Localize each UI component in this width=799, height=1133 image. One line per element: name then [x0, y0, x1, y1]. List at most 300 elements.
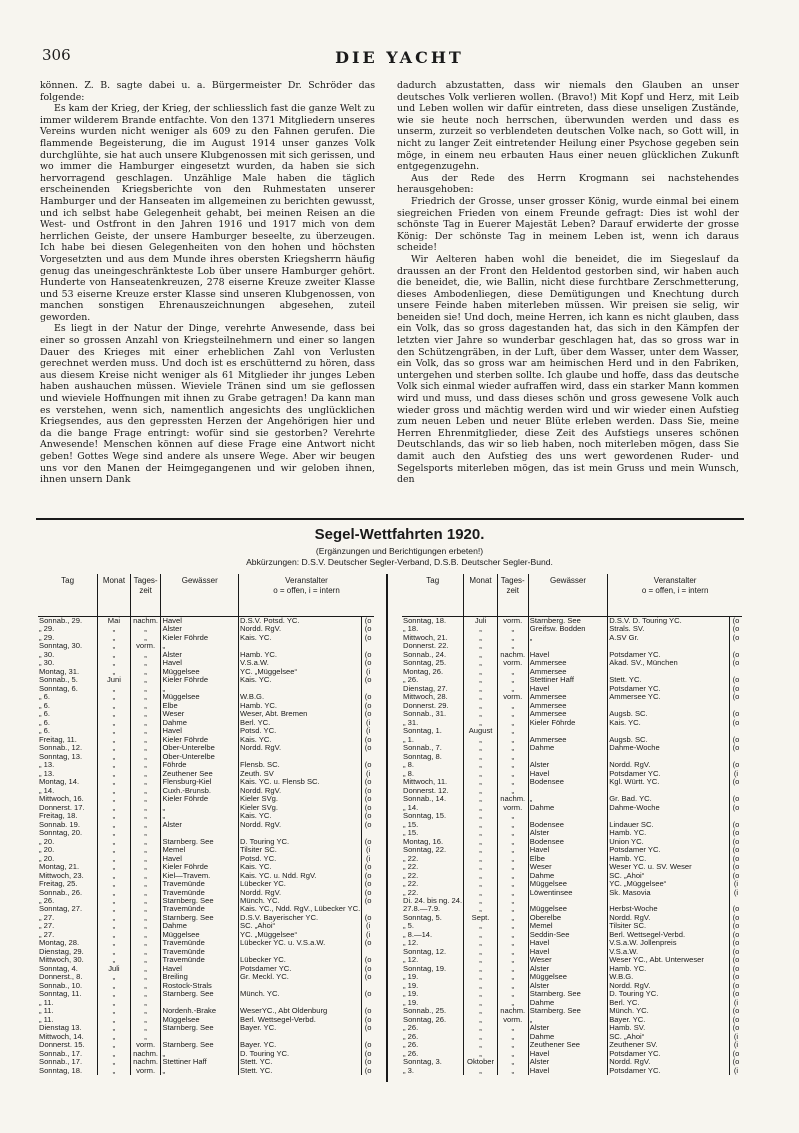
cell-monat: Sept.	[464, 914, 497, 922]
cell-offen-intern: (o	[732, 718, 740, 727]
cell-offen-intern: (i	[365, 846, 371, 855]
cell-monat: „	[98, 922, 130, 930]
cell-zeit: „	[497, 668, 528, 676]
cell-zeit: „	[497, 812, 528, 820]
cell-offen-intern	[362, 948, 374, 956]
table-row	[38, 753, 374, 761]
cell-gewaesser: Havel	[528, 1050, 607, 1058]
cell-veranstalter: V.S.a.W.	[608, 948, 730, 956]
cell-offen-intern: (o	[364, 633, 372, 642]
cell-monat: „	[464, 939, 497, 947]
cell-zeit: „	[130, 676, 161, 684]
table-row	[402, 1058, 742, 1066]
cell-veranstalter: Kais. YC.	[239, 736, 362, 744]
cell-zeit: „	[130, 668, 161, 676]
cell-gewaesser	[161, 829, 239, 837]
cell-gewaesser: Kieler Föhrde	[161, 676, 239, 684]
cell-zeit: nachm.	[497, 795, 528, 803]
cell-monat: „	[98, 905, 130, 913]
cell-gewaesser: Alster	[528, 965, 607, 973]
table-row	[38, 668, 374, 676]
cell-veranstalter: Stett. YC.	[608, 676, 730, 684]
table-row	[38, 956, 374, 964]
table-row	[402, 821, 742, 829]
table-row	[38, 702, 374, 710]
cell-monat: „	[98, 846, 130, 854]
cell-offen-intern: (o	[732, 956, 740, 965]
cell-monat: „	[98, 710, 130, 718]
cell-tag: „ 26.	[402, 1041, 464, 1049]
cell-zeit: „	[130, 939, 161, 947]
cell-gewaesser: Alster	[528, 829, 607, 837]
cell-monat: „	[464, 1067, 497, 1075]
cell-zeit: „	[497, 948, 528, 956]
cell-tag: „ 29.	[38, 625, 98, 633]
table-row	[402, 1041, 742, 1049]
cell-offen-intern: (i	[365, 718, 371, 727]
cell-zeit: „	[497, 872, 528, 880]
cell-gewaesser: „	[528, 795, 607, 803]
cell-veranstalter: Kais. YC.	[239, 812, 362, 820]
cell-veranstalter: Nordd. RgV.	[239, 744, 362, 752]
table-row	[38, 685, 374, 693]
cell-gewaesser: Ammersee	[528, 710, 607, 718]
table-row	[38, 855, 374, 863]
cell-tag: „ 19.	[402, 990, 464, 998]
table-row	[38, 999, 374, 1007]
cell-gewaesser: Stettiner Haff	[528, 676, 607, 684]
table-row	[402, 668, 742, 676]
cell-monat: „	[464, 880, 497, 888]
cell-gewaesser: Bodensee	[528, 838, 607, 846]
cell-monat: „	[98, 787, 130, 795]
cell-offen-intern: (o	[364, 795, 372, 804]
cell-veranstalter: Hamb. SV.	[608, 1024, 730, 1032]
cell-tag: „ 30.	[38, 651, 98, 659]
cell-offen-intern: (o	[732, 778, 740, 787]
cell-monat: „	[464, 1024, 497, 1032]
table-row	[402, 931, 742, 939]
cell-tag: Sonnab., 17.	[38, 1050, 98, 1058]
cell-tag: Sonnab., 25.	[402, 1007, 464, 1015]
cell-zeit: „	[130, 905, 161, 913]
table-row	[38, 948, 374, 956]
cell-offen-intern: (o	[732, 854, 740, 863]
cell-gewaesser: Havel	[161, 855, 239, 863]
table-row	[402, 982, 742, 990]
cell-zeit: „	[497, 922, 528, 930]
cell-veranstalter: YC. „Müggelsee“	[239, 931, 362, 939]
cell-zeit: „	[130, 880, 161, 888]
cell-gewaesser: Kieler Föhrde	[161, 736, 239, 744]
cell-zeit: „	[130, 685, 161, 693]
table-row	[38, 1016, 374, 1024]
cell-gewaesser: Dahme	[161, 922, 239, 930]
cell-gewaesser: Travemünde	[161, 905, 239, 913]
cell-tag: Sonnab., 14.	[402, 795, 464, 803]
cell-veranstalter: Gr. Meckl. YC.	[239, 973, 362, 981]
cell-veranstalter: Nordd. RgV.	[239, 889, 362, 897]
cell-monat: „	[98, 693, 130, 701]
cell-veranstalter: Nordd. RgV.	[608, 1058, 730, 1066]
cell-offen-intern: (o	[364, 837, 372, 846]
cell-offen-intern: (o	[364, 735, 372, 744]
col-header-gewaesser: Gewässer	[161, 574, 239, 617]
cell-monat: „	[464, 659, 497, 667]
cell-veranstalter	[608, 668, 730, 676]
cell-gewaesser: Havel	[528, 1067, 607, 1075]
col-header-zeit: Tages-zeit	[497, 574, 528, 617]
cell-zeit: „	[130, 744, 161, 752]
cell-tag: „ 22.	[402, 855, 464, 863]
table-row	[38, 787, 374, 795]
cell-tag: Sonntag, 12.	[402, 948, 464, 956]
table-row	[38, 651, 374, 659]
cell-monat: „	[464, 804, 497, 812]
cell-veranstalter: Kais. YC. u. Ndd. RgV.	[239, 872, 362, 880]
cell-monat: „	[98, 812, 130, 820]
cell-monat: „	[98, 625, 130, 633]
cell-offen-intern: (o	[364, 880, 372, 889]
cell-tag: Mittwoch, 23.	[38, 872, 98, 880]
cell-monat: „	[464, 855, 497, 863]
cell-gewaesser: Dahme	[528, 744, 607, 752]
cell-veranstalter: Kais. YC.	[239, 634, 362, 642]
cell-veranstalter: Nordd. RgV.	[608, 914, 730, 922]
cell-tag: „ 26.	[38, 897, 98, 905]
col-header-monat: Monat	[98, 574, 130, 617]
table-row	[38, 1033, 374, 1041]
cell-gewaesser: Löwentinsee	[528, 889, 607, 897]
cell-monat: „	[464, 719, 497, 727]
cell-tag: „ 6.	[38, 719, 98, 727]
cell-offen-intern	[729, 642, 742, 650]
cell-gewaesser: Starnberg. See	[528, 990, 607, 998]
cell-veranstalter: Lübecker YC. u. V.S.a.W.	[239, 939, 362, 947]
cell-veranstalter: Potsdamer YC.	[608, 651, 730, 659]
cell-offen-intern	[729, 897, 742, 905]
cell-veranstalter: Augsb. SC.	[608, 736, 730, 744]
right-text-column	[397, 80, 739, 486]
cell-offen-intern: (o	[732, 676, 740, 685]
cell-gewaesser: Memel	[528, 922, 607, 930]
cell-gewaesser: Memel	[161, 846, 239, 854]
cell-veranstalter: YC. „Müggelsee“	[239, 668, 362, 676]
cell-veranstalter	[239, 948, 362, 956]
cell-zeit: nachm.	[497, 651, 528, 659]
cell-zeit: „	[497, 702, 528, 710]
cell-veranstalter	[608, 727, 730, 735]
cell-veranstalter: Kais. YC. u. Flensb SC.	[239, 778, 362, 786]
cell-veranstalter: Dahme-Woche	[608, 744, 730, 752]
paragraph: Es kam der Krieg, der Krieg, der schliesslich fast die ganze Welt zu immer wilderem Brande entfachte. Von den 1371 Mitgliedern unseres Vereins wurden nicht weniger als 609 zu den Fahnen gerufen. Die flammende Begeisterung, die im August 1914 unser ganzes Volk durchglühte, sie hat auch unsere Klubgenossen mit sich gerissen, und wo immer die Hamburger eingesetzt wurden, da haben sie sich hervorragend geschlagen. Unzählige Male haben die täglich erscheinenden Kriegsberichte von den Ruhmestaten unserer Hamburger und der Hanseaten im allgemeinen zu berichten gewusst, und ich selbst habe Gelegenheit gehabt, bei meinen Reisen an die West- und Ostfront in den Jahren 1916 und 1917 mich von dem herrlichen Geiste, der unsere Hamburger beseelte, zu überzeugen. Ich habe bei diesen Gelegenheiten von den hohen und höchsten Vorgesetzten und aus dem Munde ihres obersten Kriegsherrn häufig genug das uneingeschränkteste Lob über unsere Hamburger gehört. Hunderte von Hanseatenkreuzen, 278 eiserne Kreuze zweiter Klasse und 53 eiserne Kreuze erster Klasse sind unseren Klubgenossen, von manchen sonstigen Ehrenauszeichnungen abgesehen, zuteil geworden.	[40, 103, 375, 323]
cell-offen-intern: (o	[732, 650, 740, 659]
cell-offen-intern: (o	[732, 684, 740, 693]
cell-monat: „	[464, 761, 497, 769]
cell-monat: „	[98, 914, 130, 922]
cell-offen-intern	[729, 668, 742, 676]
cell-monat: „	[98, 872, 130, 880]
cell-offen-intern: (o	[732, 981, 740, 990]
cell-offen-intern	[362, 999, 374, 1007]
cell-gewaesser: Havel	[528, 651, 607, 659]
cell-zeit: „	[130, 693, 161, 701]
cell-tag: „ 14.	[38, 787, 98, 795]
table-row	[402, 897, 742, 905]
cell-monat: „	[98, 1067, 130, 1075]
cell-monat: „	[464, 889, 497, 897]
cell-offen-intern: (o	[732, 837, 740, 846]
cell-offen-intern: (o	[732, 922, 740, 931]
cell-tag: „ 22.	[402, 880, 464, 888]
table-row	[38, 931, 374, 939]
cell-tag: Sonntag, 30.	[38, 642, 98, 650]
cell-veranstalter: D.S.V. Bayerischer YC.	[239, 914, 362, 922]
cell-offen-intern: (o	[364, 1049, 372, 1058]
cell-offen-intern: (o	[732, 795, 740, 804]
cell-zeit: „	[130, 710, 161, 718]
cell-gewaesser: Ober-Unterelbe	[161, 753, 239, 761]
cell-veranstalter: Kgl. Württ. YC.	[608, 778, 730, 786]
table-row	[38, 634, 374, 642]
cell-gewaesser: Cuxh.-Brunsb.	[161, 787, 239, 795]
cell-veranstalter: Potsd. YC.	[239, 727, 362, 735]
cell-gewaesser: Havel	[528, 948, 607, 956]
cell-offen-intern: (o	[732, 616, 740, 625]
cell-offen-intern: (o	[364, 625, 372, 634]
running-head: DIE YACHT	[335, 48, 464, 67]
cell-offen-intern: (i	[733, 888, 739, 897]
cell-monat: „	[98, 1016, 130, 1024]
table-row	[402, 838, 742, 846]
cell-zeit: „	[497, 982, 528, 990]
cell-offen-intern: (o	[732, 973, 740, 982]
cell-gewaesser: Dahme	[528, 1033, 607, 1041]
cell-tag: „ 15.	[402, 821, 464, 829]
cell-zeit: „	[497, 829, 528, 837]
cell-veranstalter: SC. „Ahoi“	[239, 922, 362, 930]
table-row	[38, 846, 374, 854]
cell-gewaesser: Müggelsee	[161, 693, 239, 701]
cell-veranstalter: Akad. SV., München	[608, 659, 730, 667]
table-title: Segel-Wettfahrten 1920.	[314, 526, 485, 543]
cell-veranstalter: Herbst-Woche	[608, 905, 730, 913]
paragraph: Friedrich der Grosse, unser grosser König, wurde einmal bei einem siegreichen Frieden von einem Freunde gefragt: Dies ist wohl der schönste Tag in Euerer Majestät Leben? Darauf erwiderte der grosse König: Der schönste Tag in meinem Leben ist, wenn ich daraus scheide!	[397, 195, 739, 254]
cell-offen-intern: (o	[732, 947, 740, 956]
table-row	[402, 812, 742, 820]
cell-zeit: „	[130, 846, 161, 854]
cell-zeit: „	[130, 736, 161, 744]
cell-gewaesser	[161, 999, 239, 1007]
table-row	[402, 965, 742, 973]
cell-gewaesser: Starnberg. See	[161, 990, 239, 998]
cell-gewaesser: Havel	[528, 846, 607, 854]
table-row	[38, 990, 374, 998]
cell-veranstalter: Kieler SVg.	[239, 795, 362, 803]
cell-monat: „	[464, 702, 497, 710]
cell-zeit: „	[497, 787, 528, 795]
table-row	[38, 897, 374, 905]
cell-veranstalter: Hamb. YC.	[239, 702, 362, 710]
cell-monat: „	[464, 736, 497, 744]
cell-offen-intern	[729, 753, 742, 761]
cell-offen-intern: (o	[732, 829, 740, 838]
cell-zeit: „	[130, 821, 161, 829]
table-row	[402, 761, 742, 769]
cell-offen-intern	[362, 753, 374, 761]
cell-monat: „	[464, 744, 497, 752]
cell-monat: Juli	[464, 617, 497, 626]
cell-tag: Sonntag, 20.	[38, 829, 98, 837]
cell-monat: „	[98, 863, 130, 871]
cell-tag: Sonnab., 10.	[38, 982, 98, 990]
cell-gewaesser: Starnberg. See	[528, 1007, 607, 1015]
cell-tag: Sonnab., 17.	[38, 1058, 98, 1066]
cell-gewaesser: Starnberg. See	[161, 1041, 239, 1049]
cell-monat: „	[464, 1033, 497, 1041]
cell-gewaesser: Travemünde	[161, 956, 239, 964]
cell-veranstalter: Berl. Wettsegel-Verbd.	[239, 1016, 362, 1024]
table-row	[402, 693, 742, 701]
paragraph: Es liegt in der Natur der Dinge, verehrte Anwesende, dass bei einer so grossen Anzahl von Kriegsteilnehmern und einer so langen Dauer des Krieges mit einer erheblichen Zahl von Verlusten gerechnet werden muss. Und doch ist es erschütternd zu hören, dass aus diesem Kreise nicht weniger als 61 Mitglieder ihr junges Leben haben aushauchen müssen. Wieviele Tränen sind um sie geflossen und wieviele Hoffnungen mit ihnen zu Grabe getragen! Da kann man es verstehen, wenn sich, namentlich angesichts des unglücklichen Kriegsendes, aus den gepressten Herzen der Angehörigen hier und da die bange Frage entringt: wofür sind sie gestorben? Verehrte Anwesende! Menschen können auf diese Frage eine Antwort nicht geben! Gottes Wege sind andere als unsere Wege. Aber wir beugen uns vor den Manen der Heimgegangenen und wir geloben ihnen, ihnen unsern Dank	[40, 323, 375, 486]
cell-veranstalter: Potsd. YC.	[239, 855, 362, 863]
cell-gewaesser: Alster	[528, 761, 607, 769]
cell-tag: Sonntag, 8.	[402, 753, 464, 761]
cell-gewaesser: Havel	[161, 965, 239, 973]
cell-veranstalter: SC. „Ahoi“	[608, 872, 730, 880]
cell-monat: „	[98, 744, 130, 752]
cell-tag: Montag, 31.	[38, 668, 98, 676]
cell-offen-intern: (o	[364, 803, 372, 812]
cell-gewaesser	[528, 787, 607, 795]
cell-tag: Freitag, 11.	[38, 736, 98, 744]
table-row	[38, 719, 374, 727]
cell-tag: Sonnab., 12.	[38, 744, 98, 752]
cell-zeit: „	[130, 872, 161, 880]
cell-monat: „	[464, 668, 497, 676]
cell-offen-intern: (i	[733, 1032, 739, 1041]
table-row	[38, 872, 374, 880]
table-row	[402, 719, 742, 727]
cell-veranstalter: Berl. YC.	[608, 999, 730, 1007]
legend-label: o = offen, i = intern	[641, 586, 709, 595]
table-row	[38, 693, 374, 701]
cell-gewaesser: Elbe	[161, 702, 239, 710]
cell-zeit: „	[130, 634, 161, 642]
cell-offen-intern: (i	[365, 769, 371, 778]
cell-zeit: „	[497, 1050, 528, 1058]
cell-offen-intern: (i	[365, 727, 371, 736]
cell-monat: „	[464, 651, 497, 659]
cell-offen-intern: (o	[364, 990, 372, 999]
cell-offen-intern: (i	[365, 667, 371, 676]
cell-tag: „ 11.	[38, 999, 98, 1007]
cell-zeit: „	[497, 956, 528, 964]
cell-zeit: vorm.	[497, 693, 528, 701]
cell-veranstalter: Hamb. YC.	[608, 965, 730, 973]
cell-gewaesser: Ammersee	[528, 693, 607, 701]
cell-gewaesser: „	[161, 1050, 239, 1058]
cell-veranstalter	[608, 787, 730, 795]
cell-tag: „ 20.	[38, 855, 98, 863]
cell-offen-intern: (o	[732, 863, 740, 872]
cell-tag: „ 22.	[402, 889, 464, 897]
cell-monat: „	[464, 710, 497, 718]
cell-zeit: vorm.	[130, 642, 161, 650]
cell-gewaesser: Müggelsee	[161, 931, 239, 939]
cell-zeit: „	[130, 956, 161, 964]
cell-veranstalter: Weser YC., Abt. Unterweser	[608, 956, 730, 964]
cell-gewaesser: Starnberg. See	[161, 838, 239, 846]
cell-monat: „	[464, 1050, 497, 1058]
cell-zeit: „	[497, 761, 528, 769]
cell-tag: Sonntag, 25.	[402, 659, 464, 667]
cell-tag: Sonntag, 27.	[38, 905, 98, 913]
table-row	[402, 973, 742, 981]
cell-zeit: „	[497, 736, 528, 744]
cell-offen-intern: (o	[732, 1049, 740, 1058]
cell-offen-intern: (o	[732, 1024, 740, 1033]
cell-monat: „	[464, 685, 497, 693]
cell-gewaesser: Ober-Unterelbe	[161, 744, 239, 752]
cell-offen-intern: (o	[732, 871, 740, 880]
table-row	[38, 659, 374, 667]
cell-gewaesser: „	[161, 642, 239, 650]
cell-zeit: „	[130, 931, 161, 939]
table-row	[402, 1007, 742, 1015]
cell-zeit: „	[130, 787, 161, 795]
cell-zeit: nachm.	[497, 1007, 528, 1015]
cell-veranstalter	[239, 685, 362, 693]
cell-offen-intern	[729, 702, 742, 710]
cell-tag: „ 12.	[402, 939, 464, 947]
cell-tag: Sonntag, 18.	[402, 617, 464, 626]
table-row	[38, 642, 374, 650]
cell-zeit: „	[497, 897, 528, 905]
cell-gewaesser: Weser	[161, 710, 239, 718]
cell-monat: „	[464, 922, 497, 930]
cell-gewaesser: „	[161, 804, 239, 812]
table-row	[38, 863, 374, 871]
cell-tag: Sonntag, 22.	[402, 846, 464, 854]
cell-offen-intern: (o	[364, 812, 372, 821]
table-row	[402, 829, 742, 837]
table-row	[38, 778, 374, 786]
cell-veranstalter: Tilsiter SC.	[608, 922, 730, 930]
cell-gewaesser: Starnberg. See	[161, 897, 239, 905]
cell-offen-intern: (o	[364, 973, 372, 982]
cell-tag: Sonnab., 5.	[38, 676, 98, 684]
paragraph: können. Z. B. sagte dabei u. a. Bürgermeister Dr. Schröder das folgende:	[40, 80, 375, 103]
cell-offen-intern: (o	[364, 964, 372, 973]
cell-veranstalter: Bayer. YC.	[239, 1024, 362, 1032]
cell-veranstalter: Potsdamer YC.	[608, 1050, 730, 1058]
page-number: 306	[42, 46, 71, 64]
cell-tag: Sonntag, 26.	[402, 1016, 464, 1024]
cell-monat: „	[464, 956, 497, 964]
cell-veranstalter: Nordd. RgV.	[608, 761, 730, 769]
cell-tag: „ 20.	[38, 846, 98, 854]
cell-offen-intern: (o	[364, 1007, 372, 1016]
cell-gewaesser: Alster	[528, 982, 607, 990]
col-header-zeit: Tages-zeit	[130, 574, 161, 617]
cell-veranstalter: Nordd. RgV.	[239, 625, 362, 633]
cell-monat: „	[464, 999, 497, 1007]
cell-monat: „	[98, 702, 130, 710]
paragraph: Wir Aelteren haben wohl die beneidet, die im Siegeslauf da draussen an der Front den Heldentod gestorben sind, wir haben auch die beneidet, die, wie Ballin, nicht diese furchtbare Zerschmetterung, dieses Ambodenliegen, diese Demütigungen und Knechtung durch unsere Feinde haben miterleben müssen. Wir preisen sie selig, wir beneiden sie! Und doch, meine Herren, ich kann es nicht glauben, dass ein Volk, das so gross dagestanden hat, das sich in den Kämpfen der letzten vier Jahre so wunderbar geschlagen hat, das so gross war in den Schützengräben, in der Luft, über dem Wasser, unter dem Wasser, ein Volk, das so gross war am heimischen Herd und in den Fabriken, untergehen und sterben sollte. Ich glaube und hoffe, dass das deutsche Volk sich einmal wieder aufraffen wird, dass ein starker Mann kommen wird und muss, und dass dieses schön und gross gewesene Volk auch wieder gross und mächtig werden wird und wir wieder einen Aufstieg zum neuen Leben und neuer Blüte erleben werden. Dass Sie, meine Herren Ehrenmitglieder, diese Zeit des Aufstiegs unseres schönen Deutschlands, das wir so lieb haben, noch miterleben mögen, dass Sie damit auch den Aufstieg des uns wert gewordenen Ruder- und Segelsports miterleben mögen, das ist mein Gruss und mein Wunsch, den	[397, 253, 739, 486]
cell-zeit: „	[497, 642, 528, 650]
cell-veranstalter: D. Touring YC.	[239, 1050, 362, 1058]
